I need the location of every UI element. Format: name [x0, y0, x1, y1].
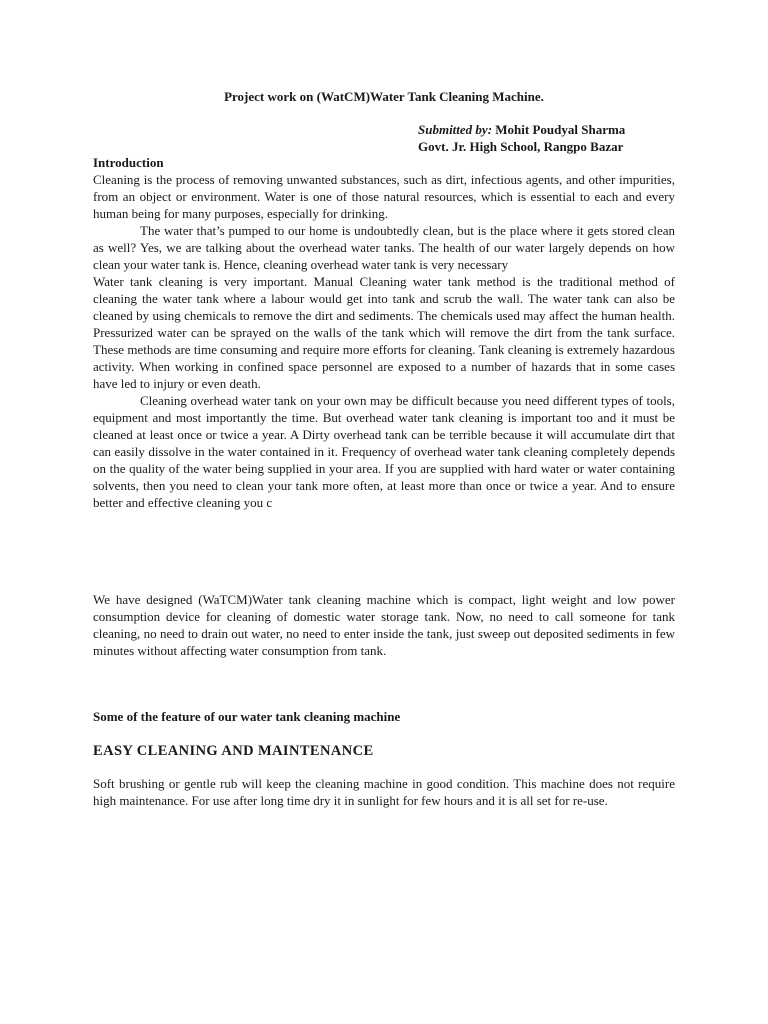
easy-cleaning-heading: EASY CLEANING AND MAINTENANCE: [93, 743, 374, 759]
design-section: [93, 591, 675, 659]
paragraph-5: We have designed (WaTCM)Water tank cleaning machine which is compact, light weight and low power consumption device for cleaning of domestic water storage tank. Now, no need to call someone for tank cleaning, no need to drain out water, no need to enter inside the tank, just sweep out deposited sediments in few minutes without affecting water consumption from tank.: [93, 592, 675, 658]
paragraph-3: Water tank cleaning is very important. Manual Cleaning water tank method is the traditional method of cleaning the water tank where a labour would get into tank and scrub the wall. The water tank can also be cleaned by using chemicals to remove the dirt and sediments. The chemicals used may affect the human health. Pressurized water can be sprayed on the walls of the tank which will remove the dirt from the tank surface. These methods are time consuming and require more efforts for cleaning. Tank cleaning is extremely hazardous activity. When working in confined space personnel are exposed to a number of hazards that in some cases have led to injury or even death.: [93, 274, 675, 391]
features-heading: Some of the feature of our water tank cleaning machine: [93, 709, 401, 724]
submitted-by-label: Submitted by:: [418, 122, 493, 137]
school-name: Govt. Jr. High School, Rangpo Bazar: [418, 139, 624, 154]
paragraph-4: Cleaning overhead water tank on your own may be difficult because you need different types of tools, equipment and most importantly the time. But overhead water tank cleaning is important too and it must be cleaned at least once or twice a year. A Dirty overhead tank can be terrible because it will accumulate dirt that can easily dissolve in the water contained in it. Frequency of overhead water tank cleaning completely depends on the quality of the water being supplied in your area. If you are supplied with hard water or water containing solvents, then you need to clean your tank more often, at least more than once or twice a year. And to ensure better and effective cleaning you c: [93, 393, 675, 510]
paragraph-6: Soft brushing or gentle rub will keep the cleaning machine in good condition. This machine does not require high maintenance. For use after long time dry it in sunlight for few hours and it is all set for re-use.: [93, 776, 675, 808]
maintenance-section: [93, 775, 675, 809]
paragraph-1: Cleaning is the process of removing unwanted substances, such as dirt, infectious agents, and other impurities, from an object or environment. Water is one of those natural resources, which is essential to each and every human being for many purposes, especially for drinking.: [93, 172, 675, 221]
document-title: Project work on (WatCM)Water Tank Cleaning Machine.: [224, 89, 544, 104]
author-name: Mohit Poudyal Sharma: [492, 122, 626, 137]
submitted-by-line: [418, 121, 625, 139]
paragraph-2: The water that’s pumped to our home is undoubtedly clean, but is the place where it gets stored clean as well? Yes, we are talking about the overhead water tanks. The health of our water largely depends on how clean your water tank is. Hence, cleaning overhead water tank is very necessary: [93, 223, 675, 272]
introduction-heading: Introduction: [93, 155, 164, 170]
introduction-body: [93, 171, 675, 511]
